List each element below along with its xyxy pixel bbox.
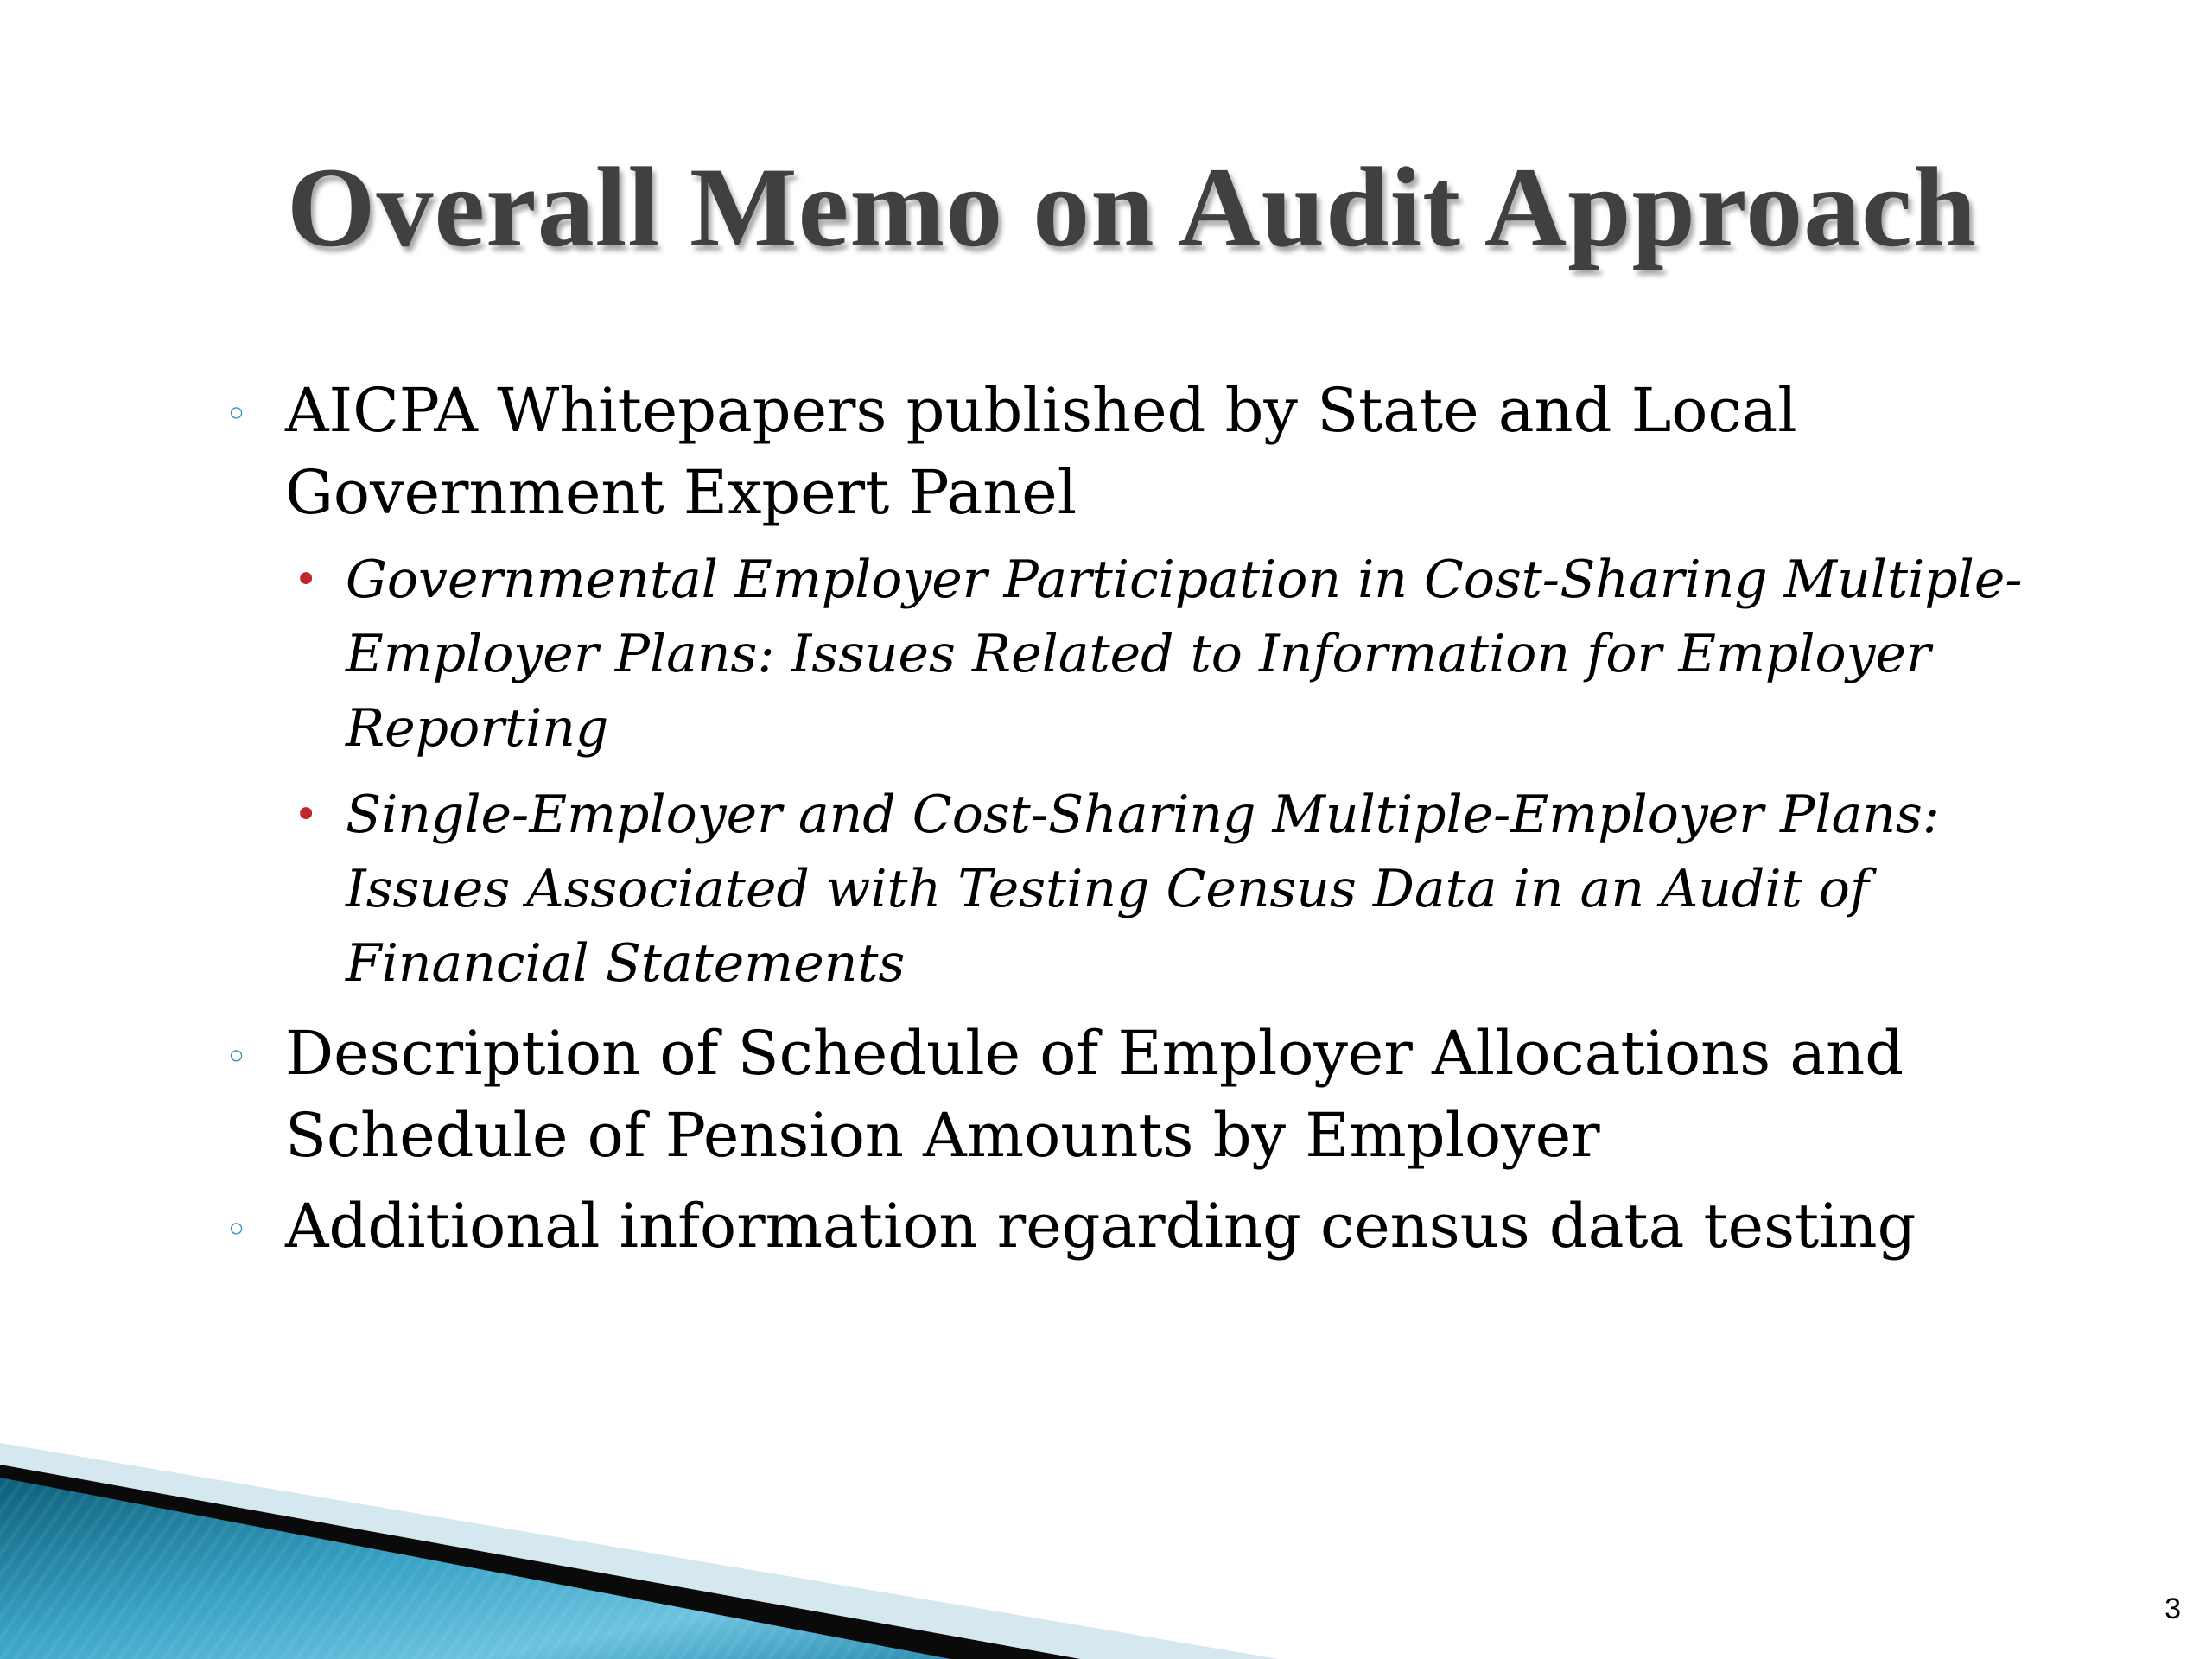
bullet-text: Additional information regarding census data testing	[285, 1191, 1916, 1262]
bullet-item	[225, 1013, 2108, 1177]
slide-title: Overall Memo on Audit Approach	[286, 143, 1978, 270]
sub-bullet-item	[225, 543, 2108, 766]
hollow-bullet-icon: ◦	[225, 1206, 249, 1253]
hollow-bullet-icon: ◦	[225, 391, 249, 437]
sub-bullet-item	[225, 778, 2108, 1001]
page-number: 3	[2164, 1592, 2181, 1625]
dot-bullet-icon: •	[294, 791, 319, 839]
hollow-bullet-icon: ◦	[225, 1033, 249, 1080]
slide-body	[225, 370, 2108, 1276]
dot-bullet-icon: •	[294, 556, 319, 604]
sub-bullet-text: Single-Employer and Cost-Sharing Multiple-Employer Plans: Issues Associated with Testing Census Data in an Audit of Financial Statements	[346, 785, 1940, 994]
bullet-item	[225, 370, 2108, 534]
decorative-swoosh	[0, 1382, 2212, 1659]
bullet-item	[225, 1185, 2108, 1268]
bullet-text: AICPA Whitepapers published by State and Local Government Expert Panel	[285, 375, 1797, 528]
sub-bullet-text: Governmental Employer Participation in Cost-Sharing Multiple-Employer Plans: Issues Related to Information for Employer Reporting	[346, 550, 2023, 759]
bullet-text: Description of Schedule of Employer Allocations and Schedule of Pension Amounts by Employer	[285, 1018, 1904, 1171]
